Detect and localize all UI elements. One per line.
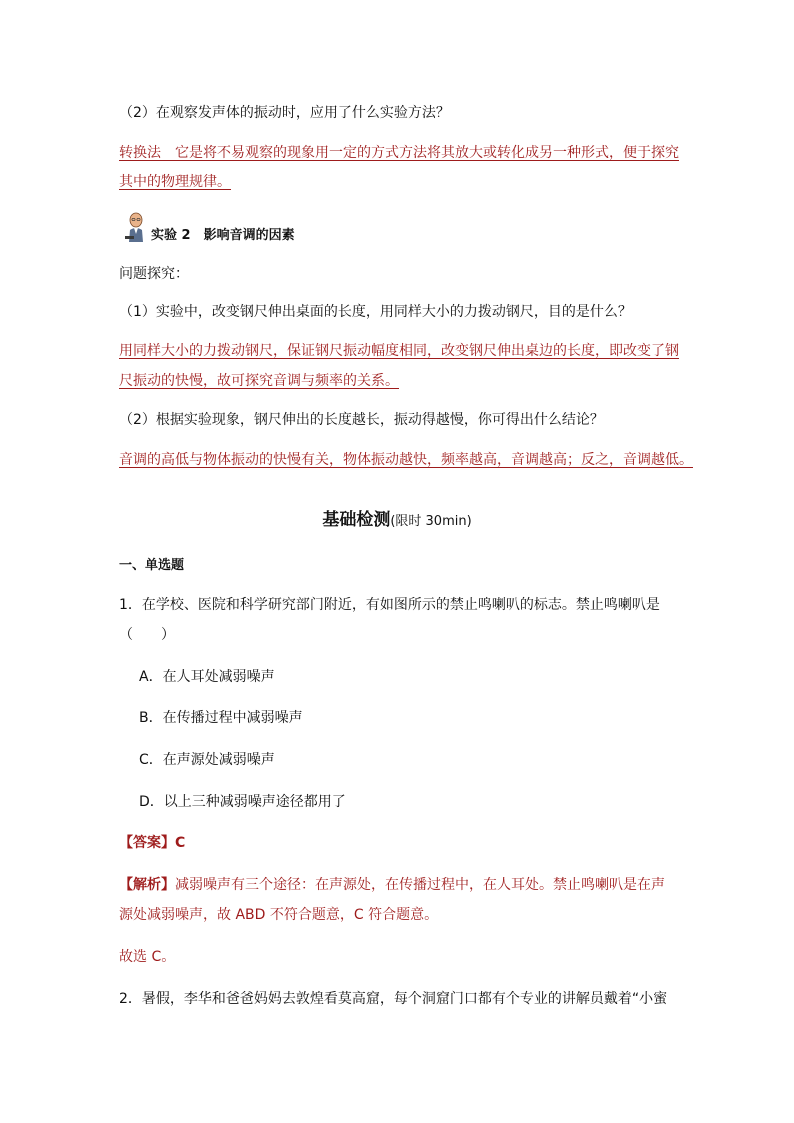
mc1-conclusion: 故选 C。 bbox=[119, 949, 176, 965]
e2-a1-line1: 用同样大小的力拨动钢尺，保证钢尺振动幅度相同，改变钢尺伸出桌边的长度，即改变了钢 bbox=[119, 343, 679, 359]
mc2-stem-line1: 2．暑假，李华和爸爸妈妈去敦煌看莫高窟，每个洞窟门口都有个专业的讲解员戴着“小蜜 bbox=[119, 991, 668, 1007]
q2-answer-line2: 其中的物理规律。 bbox=[119, 174, 231, 190]
e2-q1: （1）实验中，改变钢尺伸出桌面的长度，用同样大小的力拨动钢尺，目的是什么？ bbox=[119, 304, 632, 320]
e2-a2: 音调的高低与物体振动的快慢有关，物体振动越快，频率越高，音调越高；反之，音调越低。 bbox=[119, 452, 693, 468]
mc1-stem-line1: 1．在学校、医院和科学研究部门附近，有如图所示的禁止鸣喇叭的标志。禁止鸣喇叭是 bbox=[119, 597, 660, 613]
analysis-tag: 【解析】 bbox=[119, 877, 175, 893]
mc1-option-c: C．在声源处减弱噪声 bbox=[139, 752, 275, 768]
experiment2-label: 实验 2 影响音调的因素 bbox=[151, 228, 295, 243]
q2-question: （2）在观察发声体的振动时，应用了什么实验方法？ bbox=[119, 105, 450, 121]
mc1-analysis-row bbox=[119, 876, 679, 894]
section-time: (限时 30min) bbox=[390, 514, 472, 529]
mc1-option-b: B．在传播过程中减弱噪声 bbox=[139, 710, 303, 726]
q2-answer-line1: 转换法 它是将不易观察的现象用一定的方式方法将其放大或转化成另一种形式，便于探究 bbox=[119, 145, 679, 161]
part1-title: 一、单选题 bbox=[119, 558, 185, 573]
analysis-text-line1: 减弱噪声有三个途径：在声源处，在传播过程中，在人耳处。禁止鸣喇叭是在声 bbox=[175, 877, 665, 893]
mc1-option-d: D．以上三种减弱噪声途径都用了 bbox=[139, 794, 346, 810]
mc1-stem-line2: （ ） bbox=[119, 627, 175, 643]
section-heading bbox=[0, 505, 794, 530]
section-title: 基础检测 bbox=[322, 510, 391, 530]
e2-a1-line2: 尺振动的快慢，故可探究音调与频率的关系。 bbox=[119, 373, 399, 389]
inquiry-label: 问题探究： bbox=[119, 266, 189, 282]
mc1-answer-row bbox=[119, 834, 679, 852]
answer-tag: 【答案】 bbox=[119, 835, 175, 851]
answer-value: C bbox=[175, 835, 186, 851]
teacher-icon bbox=[125, 212, 147, 242]
e2-q2: （2）根据实验现象，钢尺伸出的长度越长，振动得越慢，你可得出什么结论？ bbox=[119, 412, 604, 428]
analysis-text-line2: 源处减弱噪声，故 ABD 不符合题意，C 符合题意。 bbox=[119, 907, 439, 923]
mc1-option-a: A．在人耳处减弱噪声 bbox=[139, 669, 275, 685]
